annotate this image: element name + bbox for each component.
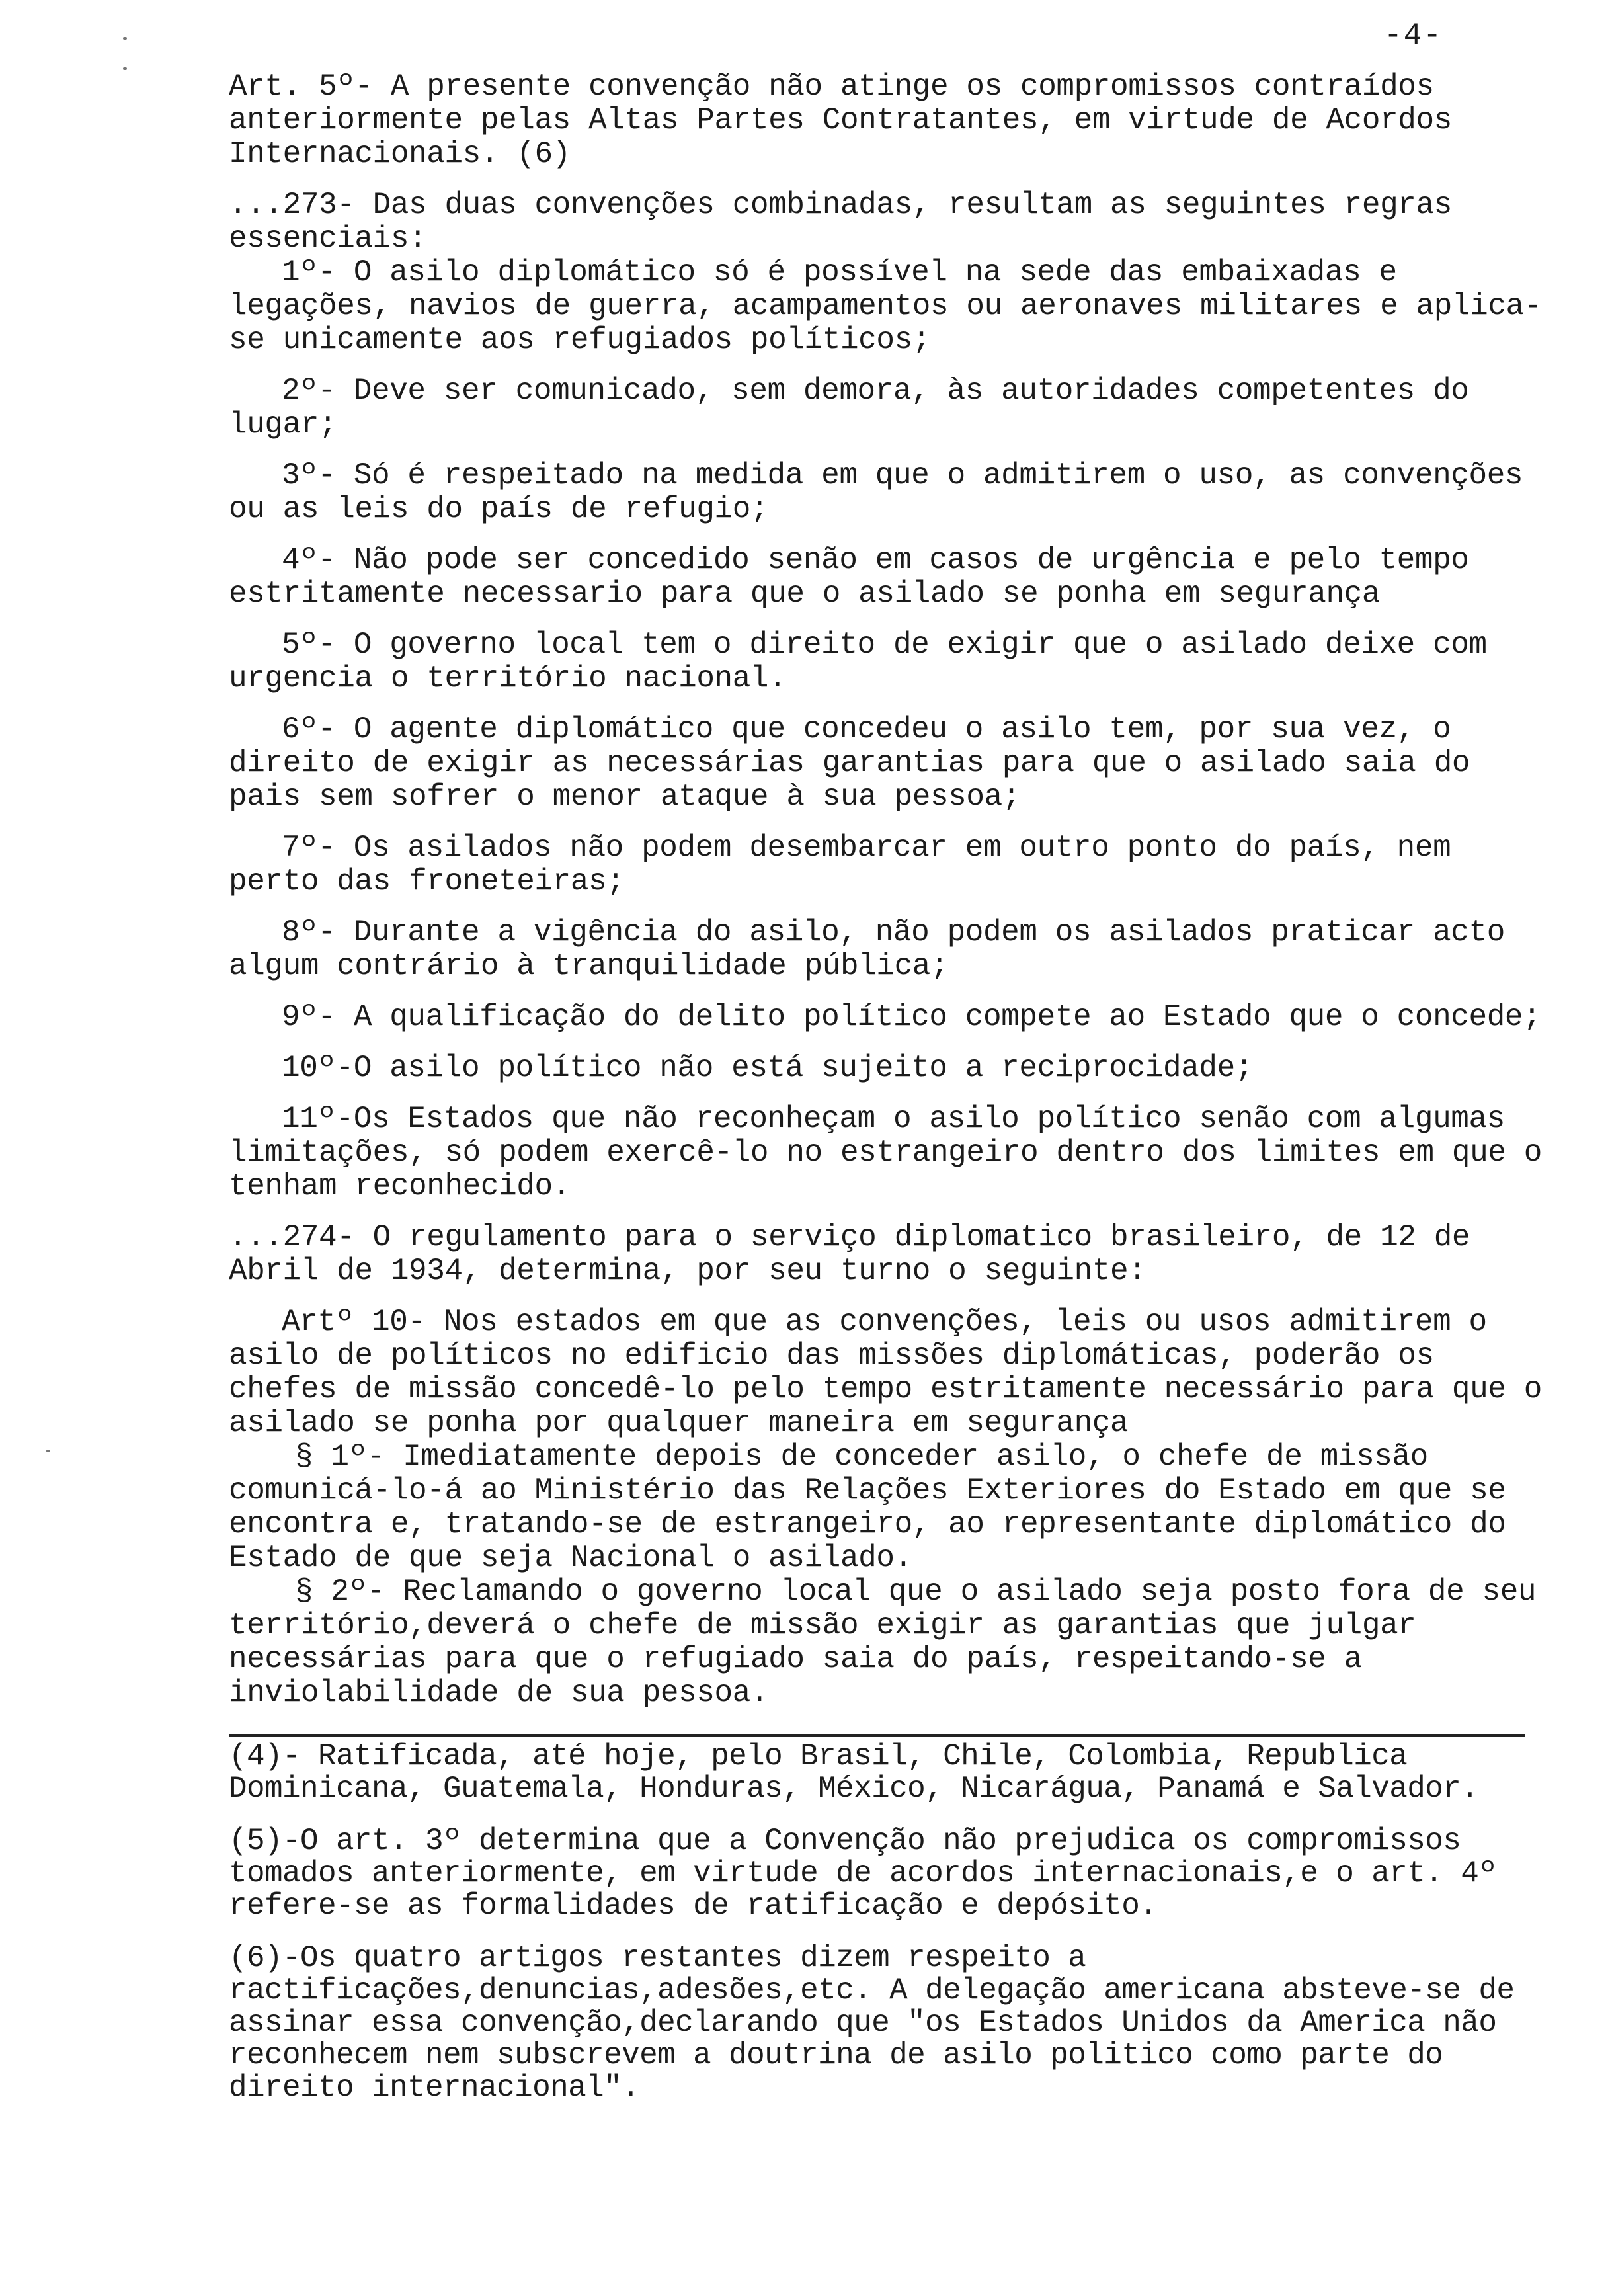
margin-mark [123,67,127,70]
paragraph-274: ...274- O regulamento para o serviço diplomatico brasileiro, de 12 de Abril de 1934, determina, por seu turno o seguinte: [229,1220,1470,1288]
rule-10: 10º-O asilo político não está sujeito a reciprocidade; [282,1051,1254,1085]
page-number: -4- [1384,19,1443,53]
rule-11: 11º-Os Estados que não reconheçam o asilo político senão com algumas limitações, só podem exercê-lo no estrangeiro dentro dos limites em que o tenham reconhecido. [229,1102,1542,1204]
rule-2: 2º- Deve ser comunicado, sem demora, às autoridades competentes do lugar; [229,374,1469,442]
rule-1: 1º- O asilo diplomático só é possível na sede das embaixadas e legações, navios de guerra, acampamentos ou aeronaves militares e aplica-se unicamente aos refugiados políticos; [229,255,1542,357]
footnote-separator [229,1734,1525,1737]
rule-4: 4º- Não pode ser concedido senão em casos de urgência e pelo tempo estritamente necessario para que o asilado se ponha em segurança [229,543,1469,611]
rule-5: 5º- O governo local tem o direito de exigir que o asilado deixe com urgencia o território nacional. [229,628,1487,696]
section-1: § 1º- Imediatamente depois de conceder asilo, o chefe de missão comunicá-lo-á ao Ministério das Relações Exteriores do Estado em que se encontra e, tratando-se de estrangeiro, ao representante diplomático do Estado de que seja Nacional o asilado. [229,1440,1506,1575]
rule-7: 7º- Os asilados não podem desembarcar em outro ponto do país, nem perto das froneteiras; [229,831,1451,899]
article-10: Artº 10- Nos estados em que as convenções, leis ou usos admitirem o asilo de políticos no edificio das missões diplomáticas, poderão os chefes de missão concedê-lo pelo tempo estritamente necessário para que o asilado se ponha por qualquer maneira em segurança [229,1305,1542,1440]
rule-8: 8º- Durante a vigência do asilo, não podem os asilados praticar acto algum contrário à tranquilidade pública; [229,915,1505,983]
paragraph-273: ...273- Das duas convenções combinadas, resultam as seguintes regras essenciais: [229,188,1452,256]
margin-mark [123,37,127,40]
body-text [229,70,1545,2104]
margin-mark [46,1450,50,1452]
footnote-5: (5)-O art. 3º determina que a Convenção não prejudica os compromissos tomados anteriormente, em virtude de acordos internacionais,e o art. 4º refere-se as formalidades de ratificação e depósito. [229,1824,1497,1923]
rule-9: 9º- A qualificação do delito político compete ao Estado que o concede; [282,1000,1541,1034]
footnote-6: (6)-Os quatro artigos restantes dizem respeito a ractificações,denuncias,adesões,etc. A delegação americana absteve-se de assinar essa convenção,declarando que "os Estados Unidos da America não reconhecem nem subscrevem a doutrina de asilo politico como parte do direito internacional". [229,1941,1515,2105]
paragraph-art-5: Art. 5º- A presente convenção não atinge os compromissos contraídos anteriormente pelas Altas Partes Contratantes, em virtude de Acordos Internacionais. (6) [229,69,1452,171]
rule-6: 6º- O agente diplomático que concedeu o asilo tem, por sua vez, o direito de exigir as necessárias garantias para que o asilado saia do pais sem sofrer o menor ataque à sua pessoa; [229,712,1470,814]
rule-3: 3º- Só é respeitado na medida em que o admitirem o uso, as convenções ou as leis do país de refugio; [229,458,1523,526]
footnote-4: (4)- Ratificada, até hoje, pelo Brasil, Chile, Colombia, Republica Dominicana, Guatemala, Honduras, México, Nicarágua, Panamá e Salvador. [229,1739,1479,1806]
section-2: § 2º- Reclamando o governo local que o asilado seja posto fora de seu território,deverá o chefe de missão exigir as garantias que julgar necessárias para que o refugiado saia do país, respeitando-se a inviolabilidade de sua pessoa. [229,1575,1537,1710]
